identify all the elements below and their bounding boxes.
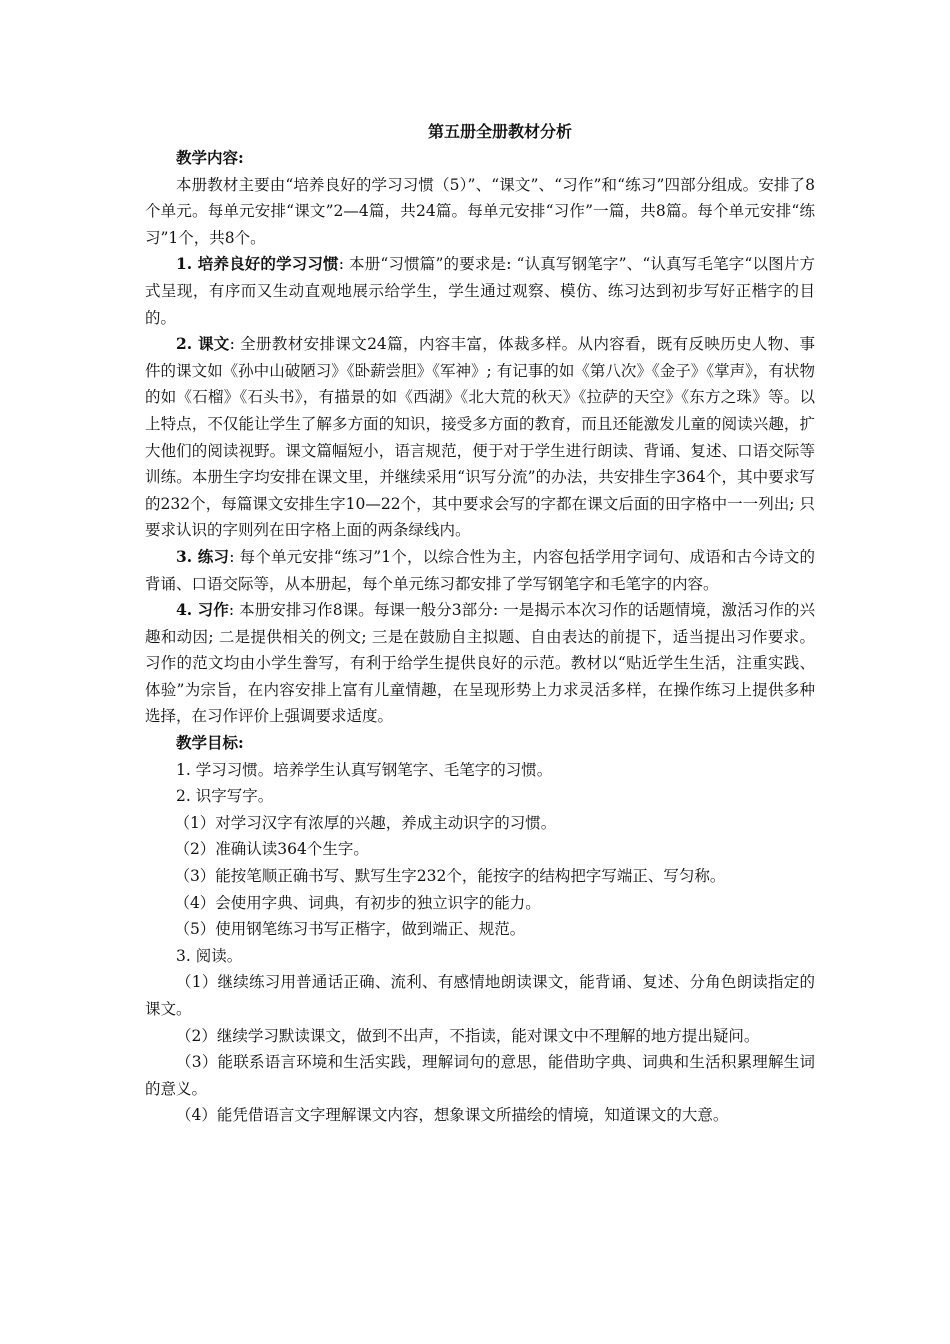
goal-2-3: （3）能按笔顺正确书写、默写生字232个，能按字的结构把字写端正、写匀称。 — [174, 867, 726, 886]
goal-2-4: （4）会使用字典、词典，有初步的独立识字的能力。 — [174, 893, 541, 912]
intro-paragraph: 本册教材主要由“培养良好的学习习惯（5）”、“课文”、“习作”和“练习”四部分组成。安排了8个单元。每单元安排“课文”2—4篇，共24篇。每单元安排“习作”一篇，共8篇。每个单元安排“练习”1个，共8个。 — [145, 175, 815, 247]
goal-2-5: （5）使用钢笔练习书写正楷字，做到端正、规范。 — [174, 920, 526, 939]
goal-3: 3. 阅读。 — [176, 946, 243, 965]
page-title: 第五册全册教材分析 — [427, 122, 572, 141]
goal-3-3: （3）能联系语言环境和生活实践，理解词句的意思，能借助字典、词典和生活积累理解生词的意义。 — [145, 1053, 815, 1098]
section-3-paragraph — [145, 544, 815, 597]
section-2-lead: 2. 课文 — [176, 334, 230, 354]
goal-2-1: （1）对学习汉字有浓厚的兴趣，养成主动识字的习惯。 — [174, 813, 557, 832]
section-1-text: : 本册“习惯篇”的要求是: “认真写钢笔字”、“认真写毛笔字“以图片方式呈现，有序而又生动直观地展示给学生，学生通过观察、模仿、练习达到初步写好正楷字的目的。 — [145, 255, 815, 327]
goal-3-4: （4）能凭借语言文字理解课文内容，想象课文所描绘的情境，知道课文的大意。 — [176, 1106, 729, 1125]
section-4-lead: 4. 习作 — [176, 600, 229, 620]
section-1-paragraph — [145, 251, 815, 331]
goal-2: 2. 识字写字。 — [176, 787, 274, 806]
section-4-text: : 本册安排习作8课。每课一般分3部分: 一是揭示本次习作的话题情境，激活习作的兴趣和动因; 二是提供相关的例文; 三是在鼓励自主拟题、自由表达的前提下，适当提出习作要求。习作的范文均由小学生誊写，有利于给学生提供良好的示范。教材以“贴近学生生活，注重实践、体验”为宗旨，在内容安排上富有儿童情趣，在呈现形势上力求灵活多样，在操作练习上提供多种选择，在习作评价上强调要求适度。 — [145, 601, 816, 726]
section-heading-content: 教学内容: — [176, 148, 244, 167]
section-2-text: : 全册教材安排课文24篇，内容丰富，体裁多样。从内容看，既有反映历史人物、事件的课文如《孙中山破陋习》《卧薪尝胆》《军神》; 有记事的如《第八次》《金子》《掌声》，有状物的如《石榴》《石头书》，有描景的如《西湖》《北大荒的秋天》《拉萨的天空》《东方之珠》等。以上特点，不仅能让学生了解多方面的知识，接受多方面的教育，而且还能激发儿童的阅读兴趣，扩大他们的阅读视野。课文篇幅短小，语言规范，便于对于学生进行朗读、背诵、复述、口语交际等训练。本册生字均安排在课文里，并继续采用“识写分流”的办法，共安排生字364个，其中要求写的232个，每篇课文安排生字10—22个，其中要求会写的字都在课文后面的田字格中一一列出; 只要求认识的字则列在田字格上面的两条绿线内。 — [145, 335, 816, 540]
goal-1: 1. 学习习惯。培养学生认真写钢笔字、毛笔字的习惯。 — [176, 760, 553, 779]
goal-3-2: （2）继续学习默读课文，做到不出声，不指读，能对课文中不理解的地方提出疑问。 — [176, 1026, 760, 1045]
section-3-text: : 每个单元安排“练习”1个，以综合性为主，内容包括学用字词句、成语和古今诗文的背诵、口语交际等，从本册起，每个单元练习都安排了学写钢笔字和毛笔字的内容。 — [145, 547, 815, 593]
document-page — [145, 118, 815, 1129]
goal-3-1: （1）继续练习用普通话正确、流利、有感情地朗读课文，能背诵、复述、分角色朗读指定的课文。 — [145, 973, 815, 1018]
section-3-lead: 3. 练习 — [176, 546, 230, 566]
section-4-paragraph — [145, 597, 815, 730]
section-heading-goals: 教学目标: — [176, 733, 244, 753]
section-2-paragraph — [145, 331, 815, 544]
section-1-lead: 1. 培养良好的学习习惯 — [176, 254, 339, 274]
goal-2-2: （2）准确认读364个生字。 — [174, 840, 369, 859]
